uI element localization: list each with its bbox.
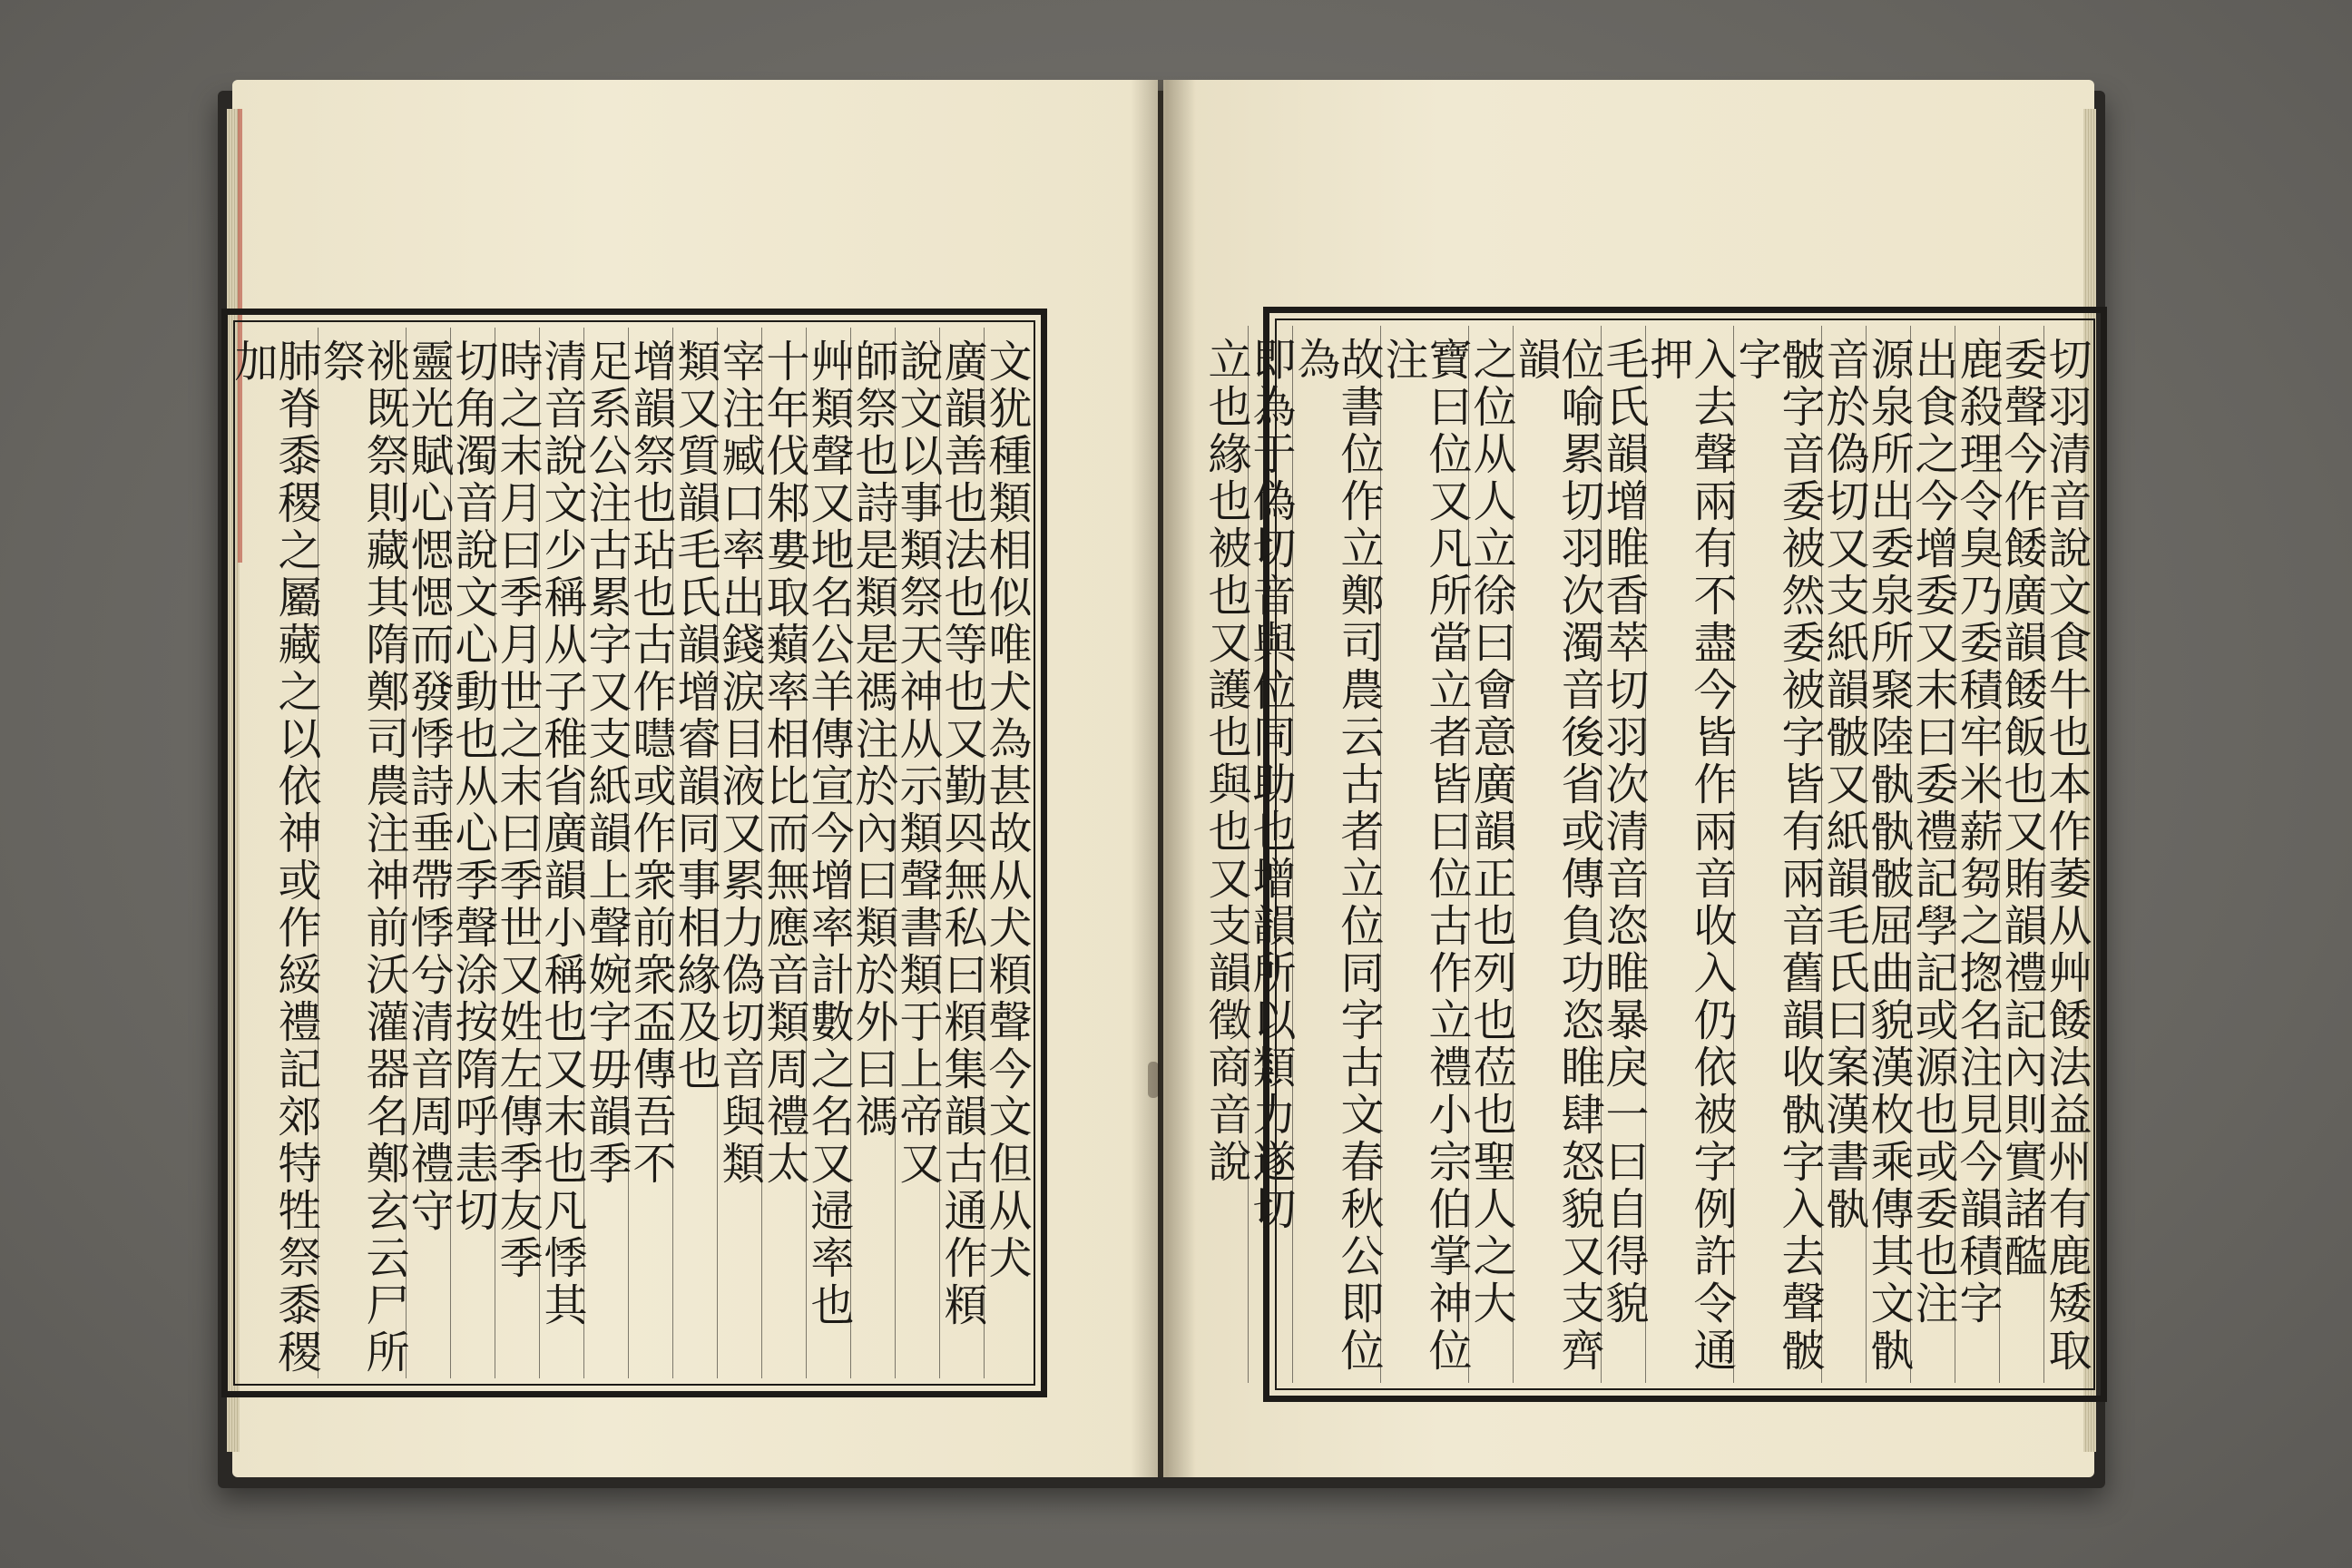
text-column: 類又質韻毛氏韻增睿韻同事相緣及也 [672,328,717,1378]
text-column: 艸類聲又地名公羊傳宣今增率計數之名又䢜率也 [806,328,850,1378]
text-column: 說文以事類祭天神从示類聲書類于上帝又 [895,328,939,1378]
text-column: 足系公注古累字又支紙韻上聲婉字毋韻季 [583,328,628,1378]
text-column: 肺脊黍稷之屬藏之以依神或作綏禮記郊特牲祭黍稷加 [227,338,321,1377]
text-column: 故書位作立鄭司農云古者立位同字古文春秋公即位為 [1292,326,1380,1383]
text-column: 文犹種類相似唯犬為甚故从犬頪聲今文但从犬 [984,328,1028,1378]
text-column: 寶曰位又凡所當立者皆曰位古作立禮小宗伯掌神位注 [1380,326,1468,1383]
text-column: 切羽清音說文食牛也本作萎从艸餧法益州有鹿矮取 [2043,326,2088,1383]
text-column: 出食之今增委又末曰委禮記學記或源也或委也注 [1910,326,1955,1383]
text-column: 清音說文少稱从子稚省廣韻小稱也又末也凡悸其 [539,328,583,1378]
text-column: 位喻累切羽次濁音後省或傳負功恣睢肆怒貌又支齊韻 [1513,326,1601,1383]
text-column: 靈光賦心愢愢而發悸詩垂帶悸兮清音周禮守 [406,328,450,1378]
text-column: 毛氏韻增睢香萃切羽次清音恣睢暴戾一曰自得貌 [1601,326,1645,1383]
text-column: 廣韻善也法也等也又勤㒷無私曰頪集韻古通作頪 [939,328,984,1378]
left-text-columns [227,328,1032,1378]
ink-spot [1148,1062,1159,1098]
text-column: 即為于偽切音與位同助也增韻所以類力遂切 [1248,326,1292,1383]
text-column: 委聲今作餧廣韻餧飯也又賄韻禮記內則實諸醓 [1999,326,2043,1383]
text-column: 十年伐邾婁取蘱率相比而無應音類周禮太 [761,328,806,1378]
text-column: 祧既祭則藏其隋鄭司農注神前沃灌器名鄭玄云尸所祭 [318,328,406,1378]
text-column: 增韻祭也玷也古作㬩或作衆前衆盃傳吾不 [628,328,672,1378]
text-column: 立也緣也被也又護也與也又支韻徵商音說 [1200,337,1251,1186]
text-column: 師祭也詩是類是禡注於內曰類於外曰禡 [850,328,895,1378]
left-text-frame [221,309,1047,1397]
text-column: 時之末月曰季月世之末曰季世又姓左傳季友季 [495,328,539,1378]
text-column: 之位从人立徐曰會意廣韻正也列也莅也聖人之大 [1468,326,1513,1383]
text-column: 入去聲兩有不盡今皆作兩音收入仍依被字例許令通押 [1645,326,1733,1383]
text-column: 宰注臧口率出錢涙目液又累力偽切音與類 [717,328,761,1378]
text-column: 骳字音委被然委被字皆有兩音舊韻收骫字入去聲骳字 [1733,326,1821,1383]
text-column: 源泉所出委泉所聚陸骫骫骳屈曲貌漢枚乘傳其文骫 [1866,326,1910,1383]
right-text-frame [1200,307,2107,1402]
right-text-columns [1200,326,2092,1383]
text-column: 鹿殺理令臭乃委積牢米薪芻之揔名注見今韻積字 [1955,326,1999,1383]
text-column: 音於偽切又支紙韻骳又紙韻毛氏曰案漢書骫 [1821,326,1866,1383]
book-gutter [1131,80,1196,1477]
text-column: 切角濁音說文心動也从心季聲涂按隋呼恚切 [450,328,495,1378]
